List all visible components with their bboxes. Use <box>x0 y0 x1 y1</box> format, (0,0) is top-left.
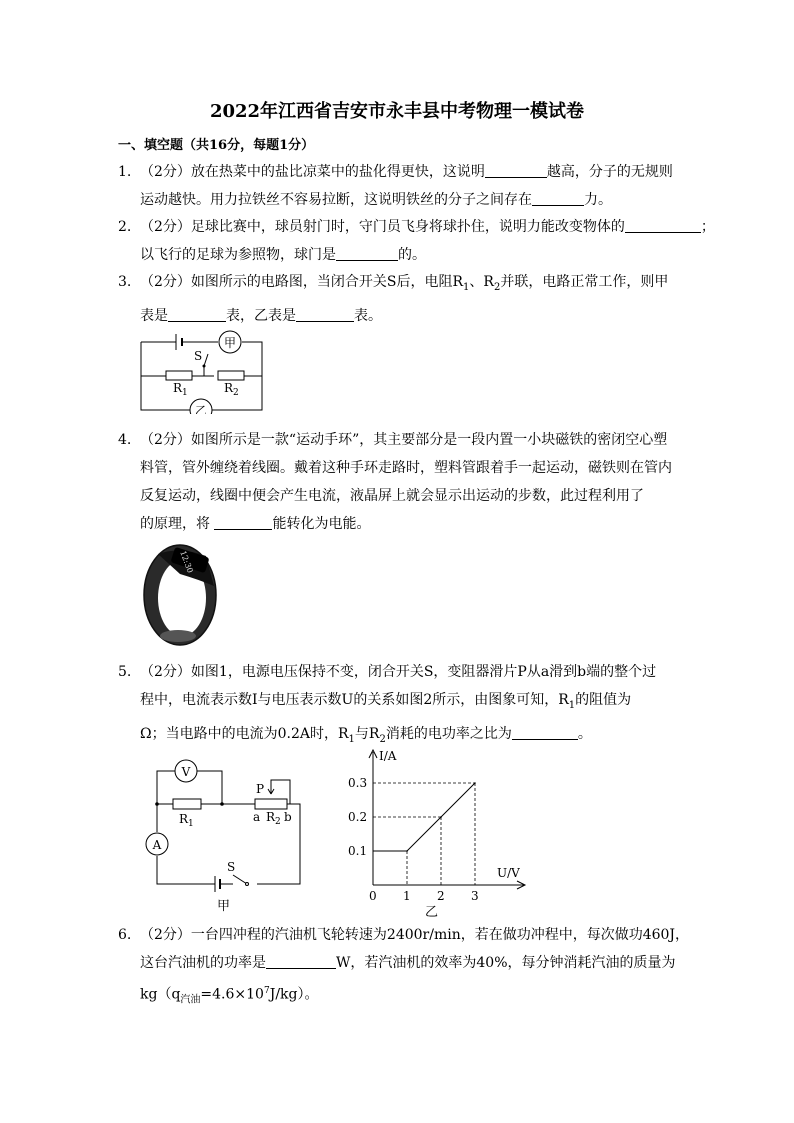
answer-blank[interactable] <box>485 163 547 178</box>
end-b-label: b <box>284 810 292 824</box>
x-tick-label: 1 <box>403 889 411 903</box>
circuit-diagram-q5 <box>135 758 310 913</box>
question-number: 2. <box>118 219 132 235</box>
page-title: 2022年江西省吉安市永丰县中考物理一模试卷 <box>209 101 585 122</box>
fitness-band-image <box>140 540 220 650</box>
x-tick-label: 3 <box>471 889 479 903</box>
figure-caption: 乙 <box>425 905 439 920</box>
y-axis-label: I/A <box>379 749 397 763</box>
answer-blank[interactable] <box>266 954 336 969</box>
circuit-diagram-q3 <box>138 326 268 414</box>
answer-blank[interactable] <box>168 307 226 322</box>
x-tick-label: 0 <box>369 889 377 903</box>
data-point <box>440 816 442 818</box>
answer-blank[interactable] <box>336 246 398 261</box>
question-number: 4. <box>118 432 132 448</box>
answer-blank[interactable] <box>296 307 354 322</box>
y-tick-label: 0.3 <box>348 776 368 790</box>
data-point <box>474 782 476 784</box>
question-number: 5. <box>118 664 132 680</box>
x-tick-label: 2 <box>437 889 445 903</box>
answer-blank[interactable] <box>214 515 272 530</box>
meter-label: 乙 <box>194 404 208 414</box>
data-point <box>406 850 408 852</box>
question-4: 4. （2分）如图所示是一款“运动手环”，其主要部分是一段内置一小块磁铁的密闭空心塑 料管，管外缠绕着线圈。戴着这种手环走路时，塑料管跟着手一起运动，磁铁则在管内 反复运动，线圈中便会产生电流，液晶屏上就会显示出运动的步数，此过程利用了 的原理，将 能转化为电能。 <box>118 426 678 538</box>
section-heading: 一、填空题（共16分，每题1分） <box>118 138 315 153</box>
r2-label: $R_2$ <box>266 810 281 827</box>
slider-label: P <box>256 782 265 796</box>
meter-label: V <box>181 765 191 779</box>
answer-blank[interactable] <box>532 191 584 206</box>
r1-label: $R_1$ <box>173 381 188 398</box>
y-tick-label: 0.2 <box>348 810 368 824</box>
y-tick-label: 0.1 <box>348 844 368 858</box>
question-6: 6. （2分）一台四冲程的汽油机飞轮转速为2400r/min，若在做功冲程中，每次做功460J， 这台汽油机的功率是 W，若汽油机的效率为40%，每分钟消耗汽油的质量为 $kg(q_{汽油}=4.6\times 10^7J/kg)$。 <box>118 921 678 1014</box>
meter-label: A <box>152 838 162 852</box>
r1-label: $R_1$ <box>179 812 194 829</box>
question-5: 5. （2分）如图1，电源电压保持不变，闭合开关S，变阻器滑片P从a滑到b端的整个过 程中，电流表示数I与电压表示数U的关系如图2所示，由图象可知，$R_1$的阻值为 Ω；当电路中的电流为0.2A时，$R_1$与$R_2$消耗的电功率之比为 。 <box>118 658 678 754</box>
question-number: 3. <box>118 274 132 290</box>
question-number: 1. <box>118 164 132 180</box>
answer-blank[interactable] <box>512 725 578 740</box>
switch-label: S <box>194 349 203 363</box>
answer-blank[interactable] <box>625 218 701 233</box>
watch-screen-text: 12:30 <box>178 549 195 575</box>
iu-graph <box>345 740 535 920</box>
figure-caption: 甲 <box>217 899 231 913</box>
r2-label: $R_2$ <box>224 381 239 398</box>
end-a-label: a <box>253 810 261 824</box>
question-number: 6. <box>118 927 132 943</box>
switch-label: S <box>227 860 236 874</box>
x-axis-label: U/V <box>497 866 520 880</box>
question-2: 2. （2分）足球比赛中，球员射门时，守门员飞身将球扑住，说明力能改变物体的 ； 以飞行的足球为参照物，球门是 的。 <box>118 213 678 269</box>
question-1: 1. （2分）放在热菜中的盐比凉菜中的盐化得更快，这说明 越高，分子的无规则 运动越快。用力拉铁丝不容易拉断，这说明铁丝的分子之间存在 力。 <box>118 158 678 214</box>
question-3: 3. （2分）如图所示的电路图，当闭合开关S后，电阻$R_1$、$R_2$并联，电路正常工作，则甲 表是 表，乙表是 表。 <box>118 268 678 330</box>
meter-label: 甲 <box>223 336 237 350</box>
